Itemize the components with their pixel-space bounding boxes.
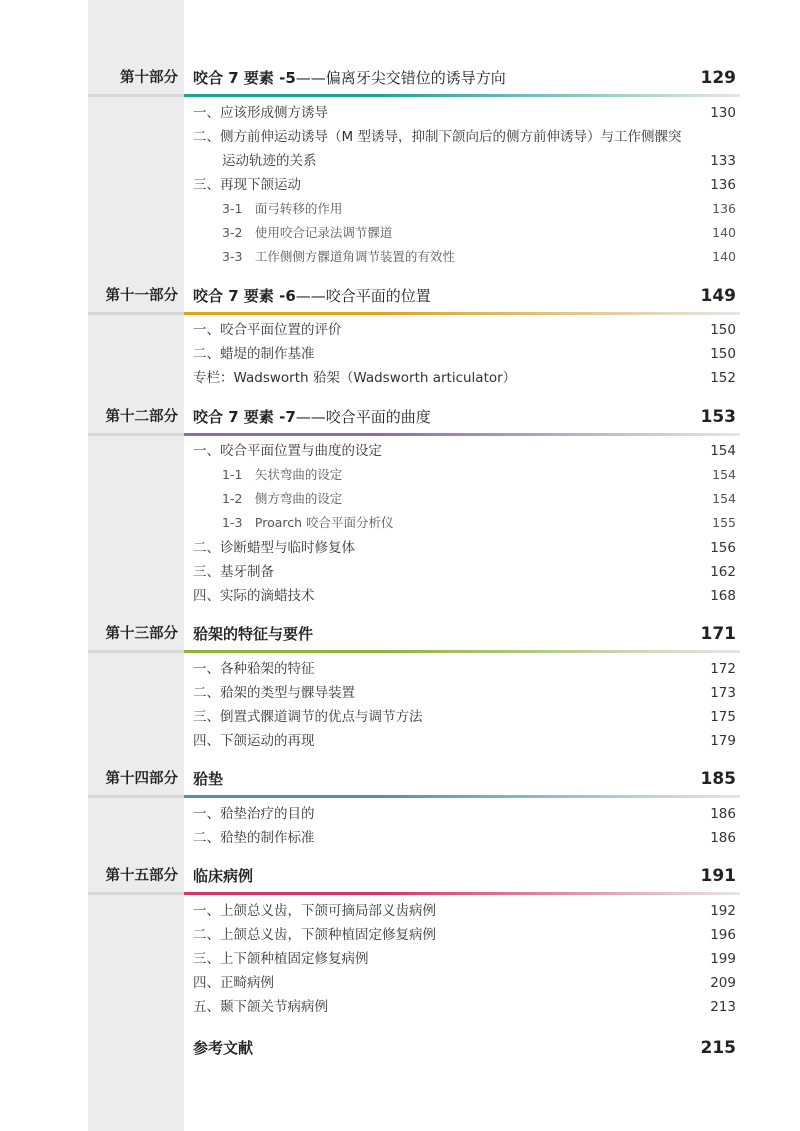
toc-entry[interactable] — [0, 343, 800, 365]
entry-page: 175 — [710, 709, 736, 725]
part-title[interactable] — [193, 68, 506, 88]
part-divider-gutter — [88, 312, 184, 315]
part-title-lead: 咬合 7 要素 -5 — [193, 69, 296, 87]
entry-title: 二、上颌总义齿，下颌种植固定修复病例 — [193, 927, 436, 943]
toc-entry-column[interactable] — [0, 367, 800, 389]
entry-title: 3-1 面弓转移的作用 — [222, 201, 343, 216]
entry-title: 二、𬌗架的类型与髁导装置 — [193, 685, 355, 701]
entry-title: 一、𬌗垫治疗的目的 — [193, 806, 315, 822]
toc-entry[interactable] — [0, 900, 800, 922]
entry-title: 三、上下颌种植固定修复病例 — [193, 951, 369, 967]
entry-title: 二、𬌗垫的制作标准 — [193, 830, 315, 846]
entry-title: 一、咬合平面位置的评价 — [193, 322, 342, 338]
entry-title: 四、下颌运动的再现 — [193, 733, 315, 749]
part-label: 第十四部分 — [105, 771, 178, 787]
references-page: 215 — [700, 1038, 736, 1058]
entry-page: 168 — [710, 588, 736, 604]
toc-entry[interactable] — [0, 537, 800, 559]
part-page-number: 153 — [700, 407, 736, 427]
toc-entry[interactable] — [0, 827, 800, 849]
entry-page: 150 — [710, 346, 736, 362]
toc-subentry[interactable] — [0, 512, 800, 534]
entry-page: 152 — [710, 370, 736, 386]
toc-subentry[interactable] — [0, 222, 800, 244]
part-title[interactable] — [193, 286, 431, 306]
toc-entry[interactable] — [0, 924, 800, 946]
toc-entry[interactable] — [0, 102, 800, 124]
toc-entry[interactable] — [0, 319, 800, 341]
toc-entry[interactable] — [0, 658, 800, 680]
part-title-rest: ——偏离牙尖交错位的诱导方向 — [295, 69, 506, 87]
part-divider-color — [184, 795, 740, 798]
toc-entry[interactable] — [0, 440, 800, 462]
toc-entry[interactable] — [0, 585, 800, 607]
entry-title: 专栏：Wadsworth 𬌗架（Wadsworth articulator） — [193, 370, 517, 386]
entry-page: 173 — [710, 685, 736, 701]
toc-subentry[interactable] — [0, 198, 800, 220]
entry-page: 186 — [710, 806, 736, 822]
references-title: 参考文献 — [193, 1039, 254, 1057]
part-divider-gutter — [88, 892, 184, 895]
toc-entry[interactable] — [0, 948, 800, 970]
entry-title: 一、应该形成侧方诱导 — [193, 105, 328, 121]
entry-title: 1-1 矢状弯曲的设定 — [222, 467, 343, 482]
part-divider-color — [184, 892, 740, 895]
part-divider-gutter — [88, 795, 184, 798]
entry-page: 199 — [710, 951, 736, 967]
entry-page: 136 — [712, 201, 736, 216]
part-divider-color — [184, 94, 740, 97]
entry-page: 154 — [712, 491, 736, 506]
entry-title: 1-2 侧方弯曲的设定 — [222, 491, 343, 506]
entry-title: 一、上颌总义齿，下颌可摘局部义齿病例 — [193, 903, 436, 919]
toc-subentry[interactable] — [0, 246, 800, 268]
entry-title: 3-2 使用咬合记录法调节髁道 — [222, 225, 393, 240]
toc-entry[interactable] — [0, 972, 800, 994]
entry-page: 162 — [710, 564, 736, 580]
part-label: 第十部分 — [120, 70, 178, 86]
part-title-rest: ——咬合平面的曲度 — [295, 408, 431, 426]
entry-page: 154 — [710, 443, 736, 459]
entry-page: 192 — [710, 903, 736, 919]
toc-entry[interactable] — [0, 706, 800, 728]
entry-page: 130 — [710, 105, 736, 121]
entry-page: 172 — [710, 661, 736, 677]
toc-entry-continuation[interactable] — [0, 150, 800, 172]
entry-page: 155 — [712, 515, 736, 530]
entry-page: 156 — [710, 540, 736, 556]
part-title-lead: 𬌗架的特征与要件 — [193, 625, 314, 643]
part-divider-color — [184, 650, 740, 653]
entry-title: 四、正畸病例 — [193, 975, 274, 991]
entry-title: 四、实际的滴蜡技术 — [193, 588, 315, 604]
entry-title: 二、诊断蜡型与临时修复体 — [193, 540, 355, 556]
part-page-number: 191 — [700, 866, 736, 886]
part-title-lead: 临床病例 — [193, 867, 254, 885]
entry-title: 3-3 工作侧侧方髁道角调节装置的有效性 — [222, 249, 455, 264]
entry-title: 一、咬合平面位置与曲度的设定 — [193, 443, 382, 459]
entry-title: 一、各种𬌗架的特征 — [193, 661, 315, 677]
part-page-number: 129 — [700, 68, 736, 88]
entry-title: 1-3 Proarch 咬合平面分析仪 — [222, 515, 394, 530]
part-title-lead: 咬合 7 要素 -7 — [193, 408, 296, 426]
toc-subentry[interactable] — [0, 464, 800, 486]
entry-title: 三、基牙制备 — [193, 564, 274, 580]
entry-page: 133 — [710, 153, 736, 169]
entry-page: 140 — [712, 249, 736, 264]
entry-page: 154 — [712, 467, 736, 482]
entry-title: 二、侧方前伸运动诱导（M 型诱导，抑制下颌向后的侧方前伸诱导）与工作侧髁突 — [193, 129, 682, 145]
entry-page: 213 — [710, 999, 736, 1015]
part-divider-gutter — [88, 94, 184, 97]
part-divider-color — [184, 433, 740, 436]
part-title-lead: 𬌗垫 — [193, 770, 224, 788]
toc-entry[interactable] — [0, 803, 800, 825]
part-label: 第十五部分 — [105, 868, 178, 884]
entry-title: 三、再现下颌运动 — [193, 177, 301, 193]
toc-entry[interactable] — [0, 730, 800, 752]
part-divider-gutter — [88, 650, 184, 653]
part-divider-gutter — [88, 433, 184, 436]
toc-entry[interactable] — [0, 682, 800, 704]
toc-entry[interactable] — [0, 126, 800, 148]
toc-references[interactable] — [0, 1037, 800, 1059]
entry-page: 150 — [710, 322, 736, 338]
entry-page: 136 — [710, 177, 736, 193]
entry-title: 运动轨迹的关系 — [222, 153, 317, 169]
entry-title: 五、颞下颌关节病病例 — [193, 999, 328, 1015]
toc-entry[interactable] — [0, 174, 800, 196]
part-page-number: 149 — [700, 286, 736, 306]
entry-page: 196 — [710, 927, 736, 943]
toc-entry[interactable] — [0, 996, 800, 1018]
part-page-number: 171 — [700, 624, 736, 644]
part-label: 第十一部分 — [105, 288, 178, 304]
entry-page: 140 — [712, 225, 736, 240]
part-page-number: 185 — [700, 769, 736, 789]
entry-page: 186 — [710, 830, 736, 846]
part-title[interactable] — [193, 407, 431, 427]
entry-page: 209 — [710, 975, 736, 991]
part-title-lead: 咬合 7 要素 -6 — [193, 287, 296, 305]
entry-title: 三、倒置式髁道调节的优点与调节方法 — [193, 709, 423, 725]
part-title[interactable] — [193, 624, 313, 644]
part-title[interactable] — [193, 769, 223, 789]
toc-subentry[interactable] — [0, 488, 800, 510]
entry-title: 二、蜡堤的制作基准 — [193, 346, 315, 362]
part-title-rest: ——咬合平面的位置 — [295, 287, 431, 305]
part-title[interactable] — [193, 866, 253, 886]
part-divider-color — [184, 312, 740, 315]
part-label: 第十二部分 — [105, 409, 178, 425]
toc-entry[interactable] — [0, 561, 800, 583]
entry-page: 179 — [710, 733, 736, 749]
part-label: 第十三部分 — [105, 626, 178, 642]
